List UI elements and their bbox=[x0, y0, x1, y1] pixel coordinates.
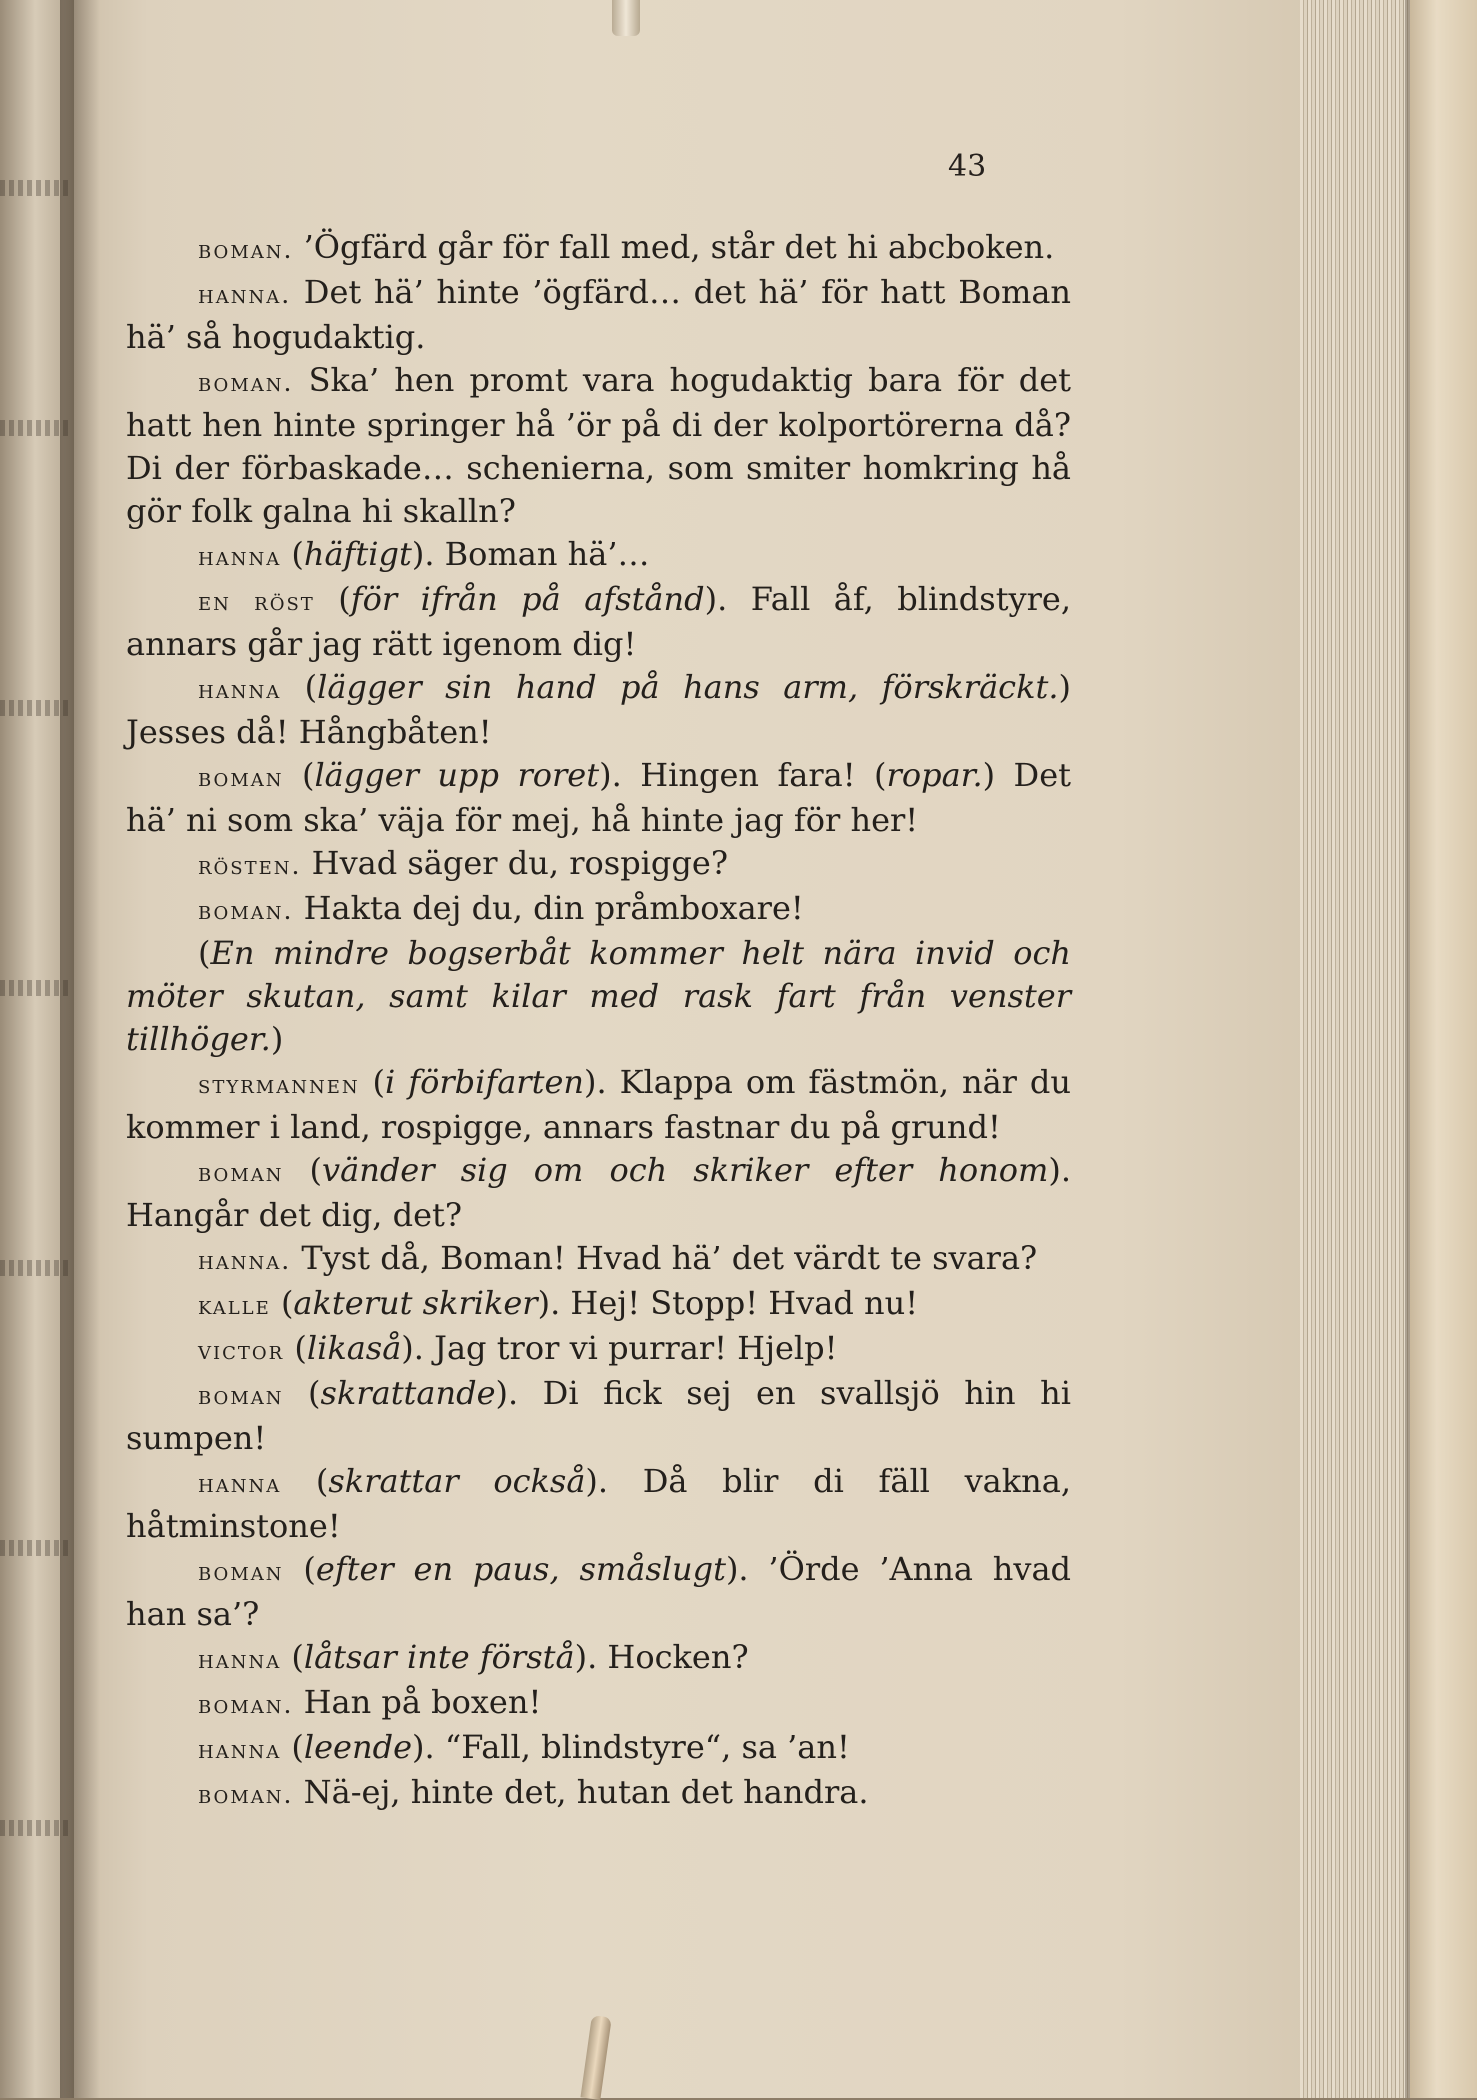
dialogue-text: ( bbox=[283, 1550, 316, 1588]
speaker-name: rösten. bbox=[198, 851, 302, 880]
dialogue-text: Hvad säger du, rospigge? bbox=[301, 844, 728, 882]
stage-direction: En mindre bogserbåt kommer helt nära invid och möter skutan, samt kilar med rask fart från venster tillhöger. bbox=[126, 934, 1071, 1058]
stage-direction: skrattande bbox=[320, 1374, 496, 1412]
dialogue-line bbox=[126, 1726, 1071, 1771]
speaker-name: hanna bbox=[198, 1469, 282, 1498]
dialogue-line bbox=[126, 1771, 1071, 1816]
dialogue-text: ). Hocken? bbox=[574, 1638, 749, 1676]
speaker-name: boman bbox=[198, 1158, 284, 1187]
stage-direction: akterut skriker bbox=[293, 1284, 538, 1322]
dialogue-text: ( bbox=[270, 1284, 294, 1322]
dialogue-line bbox=[126, 1681, 1071, 1726]
dialogue-text: ). Boman hä’… bbox=[411, 535, 650, 573]
speaker-name: boman. bbox=[198, 896, 294, 925]
dialogue-line bbox=[126, 533, 1071, 578]
dialogue-line bbox=[126, 887, 1071, 932]
stage-direction: ropar. bbox=[886, 756, 983, 794]
dialogue-text: Hakta dej du, din pråmboxare! bbox=[293, 889, 804, 927]
speaker-name: boman. bbox=[198, 235, 294, 264]
dialogue-line bbox=[126, 1460, 1071, 1548]
dialogue-text: ’Ögfärd går för fall med, står det hi abcboken. bbox=[293, 228, 1055, 266]
dialogue-text: ). Hingen fara! ( bbox=[599, 756, 887, 794]
dialogue-text: ( bbox=[281, 1728, 304, 1766]
dialogue-text: ). Hangår det dig, det? bbox=[126, 1151, 1072, 1234]
speaker-name: boman. bbox=[198, 368, 294, 397]
stage-direction: efter en paus, småslugt bbox=[315, 1550, 726, 1588]
gutter-shadow bbox=[60, 0, 100, 2098]
dialogue-text: ). ’Örde ’Anna hvad han sa’? bbox=[126, 1550, 1072, 1633]
dialogue-line bbox=[126, 842, 1071, 887]
speaker-name: styrmannen bbox=[198, 1070, 360, 1099]
dialogue-text: Det hä’ hinte ’ögfärd… det hä’ för hatt Boman hä’ så hogudaktig. bbox=[126, 273, 1071, 356]
dialogue-line bbox=[126, 359, 1071, 533]
dialogue-line bbox=[126, 1149, 1071, 1237]
play-text bbox=[126, 226, 1071, 1816]
dialogue-text: ). Fall åf, blindstyre, annars går jag rätt igenom dig! bbox=[126, 580, 1072, 663]
dialogue-text: ) Jesses då! Hångbåten! bbox=[126, 668, 1072, 751]
dialogue-line bbox=[126, 1282, 1071, 1327]
dialogue-text: ( bbox=[281, 535, 304, 573]
speaker-name: en röst bbox=[198, 587, 315, 616]
dialogue-text: Tyst då, Boman! Hvad hä’ det värdt te svara? bbox=[291, 1239, 1038, 1277]
dialogue-text: ). Hej! Stopp! Hvad nu! bbox=[537, 1284, 919, 1322]
speaker-name: boman bbox=[198, 1381, 284, 1410]
dialogue-line bbox=[126, 226, 1071, 271]
dialogue-line bbox=[126, 1061, 1071, 1149]
dialogue-line bbox=[126, 271, 1071, 359]
stage-direction: för ifrån på afstånd bbox=[350, 580, 705, 618]
stage-direction: lägger sin hand på hans arm, förskräckt. bbox=[317, 668, 1059, 706]
stage-direction: skrattar också bbox=[328, 1462, 586, 1500]
dialogue-line bbox=[126, 932, 1071, 1061]
speaker-name: victor bbox=[198, 1336, 285, 1365]
stage-direction: leende bbox=[303, 1728, 412, 1766]
speaker-name: hanna bbox=[198, 1645, 282, 1674]
page-block-edges bbox=[1300, 0, 1410, 2098]
dialogue-line bbox=[126, 578, 1071, 666]
dialogue-line bbox=[126, 666, 1071, 754]
dialogue-text: Nä-ej, hinte det, hutan det handra. bbox=[293, 1773, 869, 1811]
stage-direction: i förbifarten bbox=[385, 1063, 584, 1101]
dialogue-text: ) bbox=[270, 1020, 284, 1058]
dialogue-text: ) Det hä’ ni som ska’ väja för mej, hå hinte jag för her! bbox=[126, 756, 1071, 839]
speaker-name: hanna. bbox=[198, 1246, 292, 1275]
dialogue-text: ( bbox=[281, 668, 318, 706]
dialogue-text: Ska’ hen promt vara hogudaktig bara för det hatt hen hinte springer hå ’ör på di der kolportörerna då? Di der förbaskade… schenierna, som smiter homkring hå gör folk galna hi skalln? bbox=[126, 361, 1071, 530]
stage-direction: vänder sig om och skriker efter honom bbox=[322, 1151, 1049, 1189]
page-number: 43 bbox=[948, 149, 987, 184]
dialogue-line bbox=[126, 1548, 1071, 1636]
dialogue-text: Han på boxen! bbox=[293, 1683, 542, 1721]
dialogue-text: ( bbox=[281, 1638, 304, 1676]
dialogue-text: ( bbox=[281, 1462, 329, 1500]
dialogue-text: ). Di fick sej en svallsjö hin hi sumpen! bbox=[126, 1374, 1072, 1457]
dialogue-text: ). Jag tror vi purrar! Hjelp! bbox=[401, 1329, 838, 1367]
dialogue-line bbox=[126, 1237, 1071, 1282]
speaker-name: hanna bbox=[198, 675, 282, 704]
speaker-name: hanna bbox=[198, 542, 282, 571]
dialogue-text: ( bbox=[314, 580, 351, 618]
speaker-name: boman bbox=[198, 763, 284, 792]
dialogue-line bbox=[126, 1327, 1071, 1372]
dialogue-text: ( bbox=[283, 1151, 323, 1189]
speaker-name: kalle bbox=[198, 1291, 271, 1320]
ribbon-bookmark-top bbox=[612, 0, 640, 36]
dialogue-text: ). Klappa om fästmön, när du kommer i land, rospigge, annars fastnar du på grund! bbox=[126, 1063, 1072, 1146]
stage-direction: häftigt bbox=[303, 535, 412, 573]
dialogue-line bbox=[126, 1636, 1071, 1681]
stage-direction: låtsar inte förstå bbox=[303, 1638, 575, 1676]
dialogue-line bbox=[126, 1372, 1071, 1460]
speaker-name: boman bbox=[198, 1557, 284, 1586]
book-cover-edge bbox=[1410, 0, 1477, 2098]
dialogue-text: ). “Fall, blindstyre“, sa ’an! bbox=[412, 1728, 850, 1766]
dialogue-text: ( bbox=[359, 1063, 386, 1101]
speaker-name: boman. bbox=[198, 1780, 294, 1809]
dialogue-text: ( bbox=[283, 1374, 321, 1412]
dialogue-text: ( bbox=[198, 934, 211, 972]
dialogue-text: ). Då blir di fäll vakna, håtminstone! bbox=[126, 1462, 1072, 1545]
speaker-name: hanna. bbox=[198, 280, 292, 309]
dialogue-line bbox=[126, 754, 1071, 842]
speaker-name: hanna bbox=[198, 1735, 282, 1764]
stage-direction: likaså bbox=[306, 1329, 402, 1367]
dialogue-text: ( bbox=[283, 756, 315, 794]
speaker-name: boman. bbox=[198, 1690, 294, 1719]
stage-direction: lägger upp roret bbox=[314, 756, 600, 794]
dialogue-text: ( bbox=[284, 1329, 307, 1367]
